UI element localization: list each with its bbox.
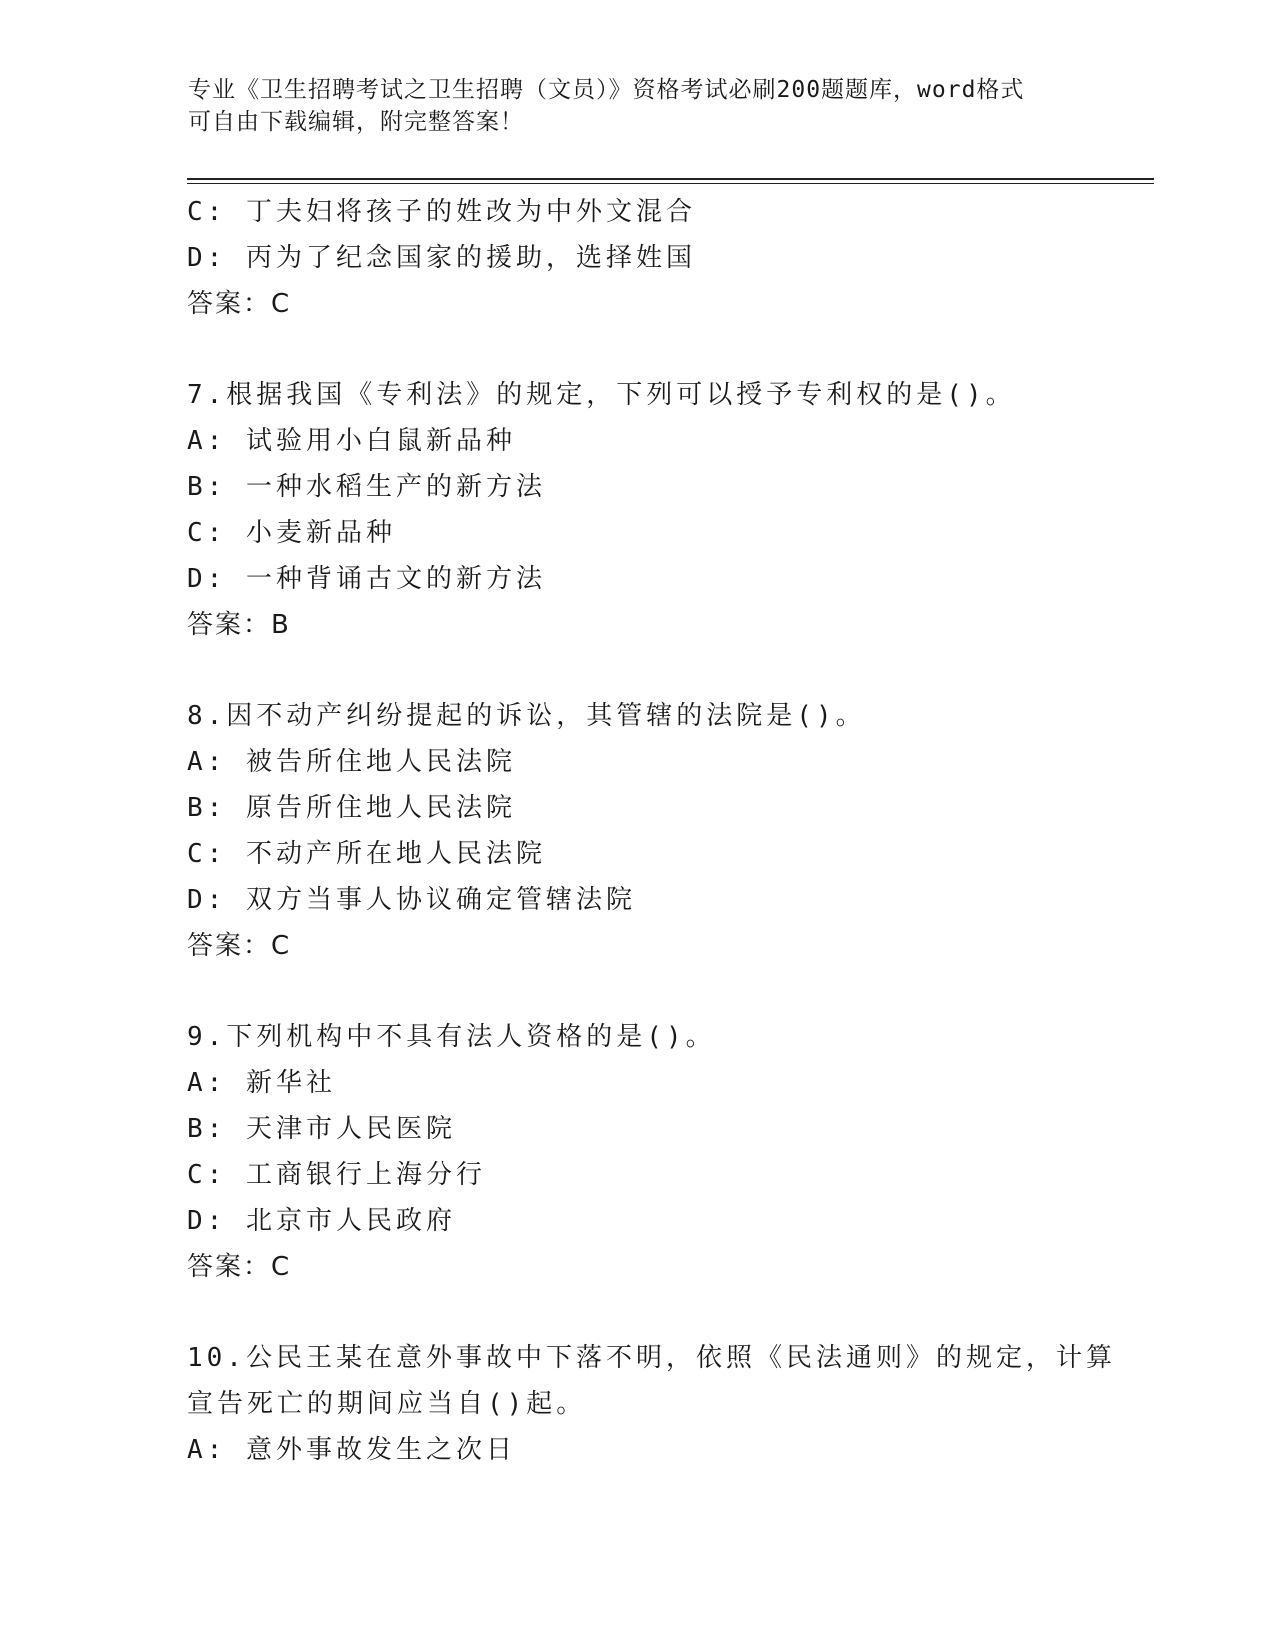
option-c: C: 工商银行上海分行 <box>187 1160 486 1190</box>
option-c: C: 不动产所在地人民法院 <box>187 839 546 869</box>
option-c: C: 丁夫妇将孩子的姓改为中外文混合 <box>187 197 696 227</box>
document-header <box>188 74 1088 138</box>
answer-line: 答案：B <box>187 610 291 640</box>
question-stem: 8.因不动产纠纷提起的诉讼，其管辖的法院是()。 <box>187 701 866 731</box>
option-d: D: 北京市人民政府 <box>187 1206 456 1236</box>
option-a: A: 被告所住地人民法院 <box>187 747 516 777</box>
header-title-line-1: 专业《卫生招聘考试之卫生招聘（文员）》资格考试必刷200题题库，word格式 <box>188 77 1025 103</box>
question-10 <box>187 1335 1147 1473</box>
question-9 <box>187 1014 1147 1290</box>
question-stem: 7.根据我国《专利法》的规定，下列可以授予专利权的是()。 <box>187 380 1016 410</box>
option-a: A: 意外事故发生之次日 <box>187 1435 516 1465</box>
header-divider-thin <box>187 183 1154 184</box>
question-8 <box>187 693 1147 969</box>
question-fragment <box>187 189 1147 327</box>
option-d: D: 双方当事人协议确定管辖法院 <box>187 885 636 915</box>
question-7 <box>187 372 1147 648</box>
answer-line: 答案：C <box>187 289 292 319</box>
question-stem: 9.下列机构中不具有法人资格的是()。 <box>187 1022 716 1052</box>
question-stem-line-2: 宣告死亡的期间应当自()起。 <box>187 1389 587 1419</box>
spacer <box>187 1290 1147 1335</box>
spacer <box>187 648 1147 693</box>
header-title-line-2: 可自由下载编辑，附完整答案！ <box>188 109 524 135</box>
option-b: B: 天津市人民医院 <box>187 1114 456 1144</box>
option-b: B: 原告所住地人民法院 <box>187 793 516 823</box>
answer-line: 答案：C <box>187 1252 292 1282</box>
question-list <box>187 189 1147 1473</box>
option-b: B: 一种水稻生产的新方法 <box>187 472 546 502</box>
option-a: A: 试验用小白鼠新品种 <box>187 426 516 456</box>
option-a: A: 新华社 <box>187 1068 336 1098</box>
option-d: D: 一种背诵古文的新方法 <box>187 564 546 594</box>
spacer <box>187 969 1147 1014</box>
question-stem-line-1: 10.公民王某在意外事故中下落不明，依照《民法通则》的规定，计算 <box>187 1343 1116 1373</box>
answer-line: 答案：C <box>187 931 292 961</box>
spacer <box>187 327 1147 372</box>
header-divider-thick <box>187 178 1154 180</box>
option-d: D: 丙为了纪念国家的援助，选择姓国 <box>187 243 696 273</box>
option-c: C: 小麦新品种 <box>187 518 396 548</box>
